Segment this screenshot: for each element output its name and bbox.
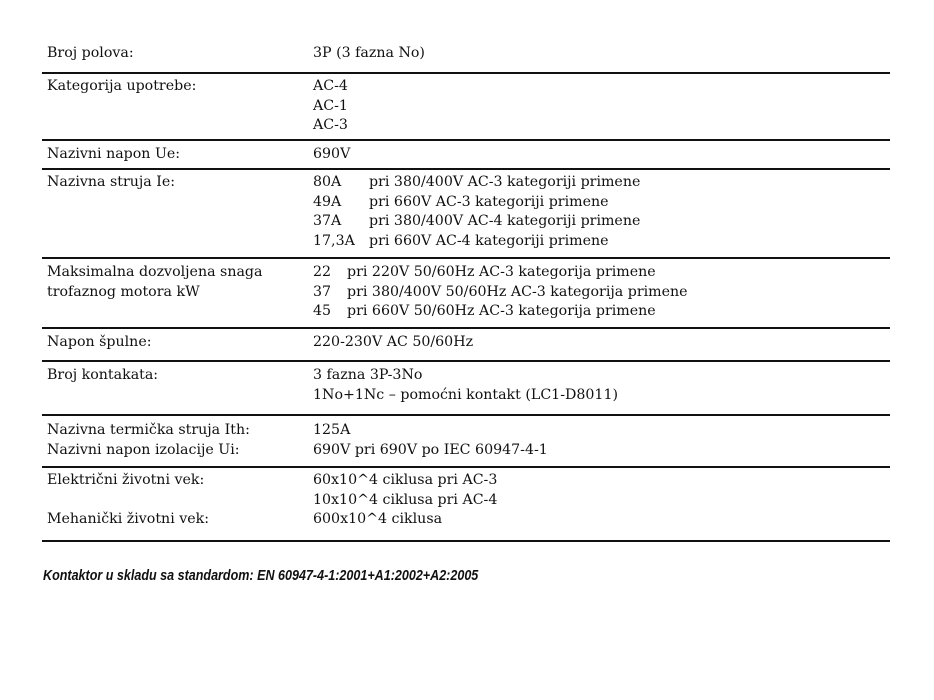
value-line bbox=[313, 212, 890, 232]
current-condition: pri 380/400V AC-4 kategoriji primene bbox=[369, 213, 641, 230]
value-line bbox=[313, 232, 890, 252]
current-condition: pri 660V AC-4 kategoriji primene bbox=[369, 232, 609, 249]
row-label bbox=[42, 44, 313, 72]
value-line: 60x10^4 ciklusa pri AC-3 bbox=[313, 472, 498, 488]
current-amount: 37A bbox=[313, 213, 342, 230]
value-line: 220-230V AC 50/60Hz bbox=[313, 334, 474, 350]
value-line: AC-1 bbox=[313, 97, 348, 114]
current-condition: pri 380/400V AC-3 kategoriji primene bbox=[369, 174, 641, 190]
value-line bbox=[313, 283, 890, 303]
spec-row-rated-voltage bbox=[42, 141, 890, 170]
label-line: Broj polova: bbox=[47, 45, 134, 61]
spec-row-lifetime bbox=[42, 468, 890, 542]
value-line: 690V pri 690V po IEC 60947-4-1 bbox=[313, 441, 548, 458]
row-label bbox=[42, 366, 313, 414]
label-line: Nazivni napon Ue: bbox=[47, 146, 181, 162]
standard-compliance-note: Kontaktor u skladu sa standardom: EN 60947-4-1:2001+A1:2002+A2:2005 bbox=[43, 568, 479, 584]
spec-row-usage-category bbox=[42, 74, 890, 141]
value-line bbox=[313, 173, 890, 193]
power-condition: pri 660V 50/60Hz AC-3 kategorija primene bbox=[347, 303, 656, 320]
value-line: 1No+1Nc – pomoćni kontakt (LC1-D8011) bbox=[313, 386, 619, 403]
label-line: Kategorija upotrebe: bbox=[47, 78, 197, 94]
value-line bbox=[313, 263, 890, 283]
label-line: Maksimalna dozvoljena snaga bbox=[47, 264, 263, 280]
value-line: 3 fazna 3P-3No bbox=[313, 367, 423, 383]
spec-table bbox=[42, 38, 890, 542]
power-amount: 22 bbox=[313, 264, 332, 280]
row-label bbox=[42, 333, 313, 360]
label-line: Nazivni napon izolacije Ui: bbox=[47, 441, 240, 458]
row-label bbox=[42, 471, 313, 540]
row-value bbox=[313, 145, 890, 168]
row-value bbox=[313, 173, 890, 257]
row-label bbox=[42, 77, 313, 139]
spec-row-contacts bbox=[42, 362, 890, 416]
value-line bbox=[313, 193, 890, 213]
label-line: Električni životni vek: bbox=[47, 472, 205, 488]
power-amount: 45 bbox=[313, 303, 332, 320]
power-amount: 37 bbox=[313, 283, 332, 300]
row-label bbox=[42, 263, 313, 327]
spec-row-poles bbox=[42, 38, 890, 74]
value-line: AC-4 bbox=[313, 78, 348, 94]
row-value bbox=[313, 77, 890, 139]
value-line bbox=[313, 302, 890, 322]
current-amount: 17,3A bbox=[313, 232, 355, 249]
row-value bbox=[313, 366, 890, 414]
label-line: Nazivna termička struja Ith: bbox=[47, 422, 250, 438]
row-value bbox=[313, 421, 890, 466]
value-line: 10x10^4 ciklusa pri AC-4 bbox=[313, 491, 498, 508]
value-line: AC-3 bbox=[313, 117, 348, 134]
power-condition: pri 380/400V 50/60Hz AC-3 kategorija primene bbox=[347, 283, 688, 300]
row-label bbox=[42, 173, 313, 257]
label-line: Mehanički životni vek: bbox=[47, 511, 210, 528]
value-line: 3P (3 fazna No) bbox=[313, 45, 425, 61]
label-line bbox=[47, 491, 313, 511]
row-value bbox=[313, 44, 890, 72]
spec-row-thermal-insulation bbox=[42, 416, 890, 468]
label-line: Broj kontakata: bbox=[47, 367, 159, 383]
spec-row-coil-voltage bbox=[42, 329, 890, 362]
row-label bbox=[42, 145, 313, 168]
spec-row-rated-current bbox=[42, 170, 890, 259]
value-line: 690V bbox=[313, 146, 351, 162]
spec-row-motor-power bbox=[42, 259, 890, 329]
current-condition: pri 660V AC-3 kategoriji primene bbox=[369, 193, 609, 210]
row-label bbox=[42, 421, 313, 466]
row-value bbox=[313, 333, 890, 360]
row-value bbox=[313, 263, 890, 327]
value-line: 125A bbox=[313, 422, 351, 438]
value-line: 600x10^4 ciklusa bbox=[313, 511, 443, 528]
label-line: Napon špulne: bbox=[47, 334, 152, 350]
power-condition: pri 220V 50/60Hz AC-3 kategorija primene bbox=[347, 264, 656, 280]
label-line: Nazivna struja Ie: bbox=[47, 174, 176, 190]
current-amount: 49A bbox=[313, 193, 342, 210]
current-amount: 80A bbox=[313, 174, 342, 190]
row-value bbox=[313, 471, 890, 540]
label-line: trofaznog motora kW bbox=[47, 283, 200, 300]
